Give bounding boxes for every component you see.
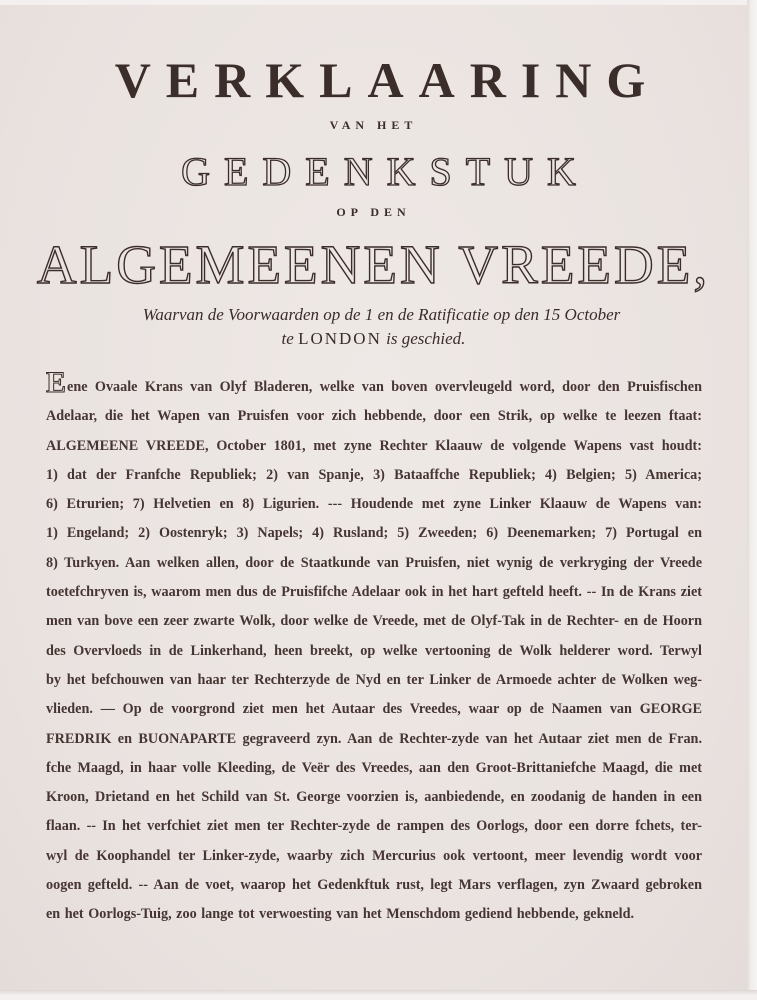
- document-sheet: [0, 5, 747, 990]
- drop-cap: E: [46, 366, 67, 399]
- body-line-10: des Overvloeds in de Linkerhand, heen breekt, op welke vertooning de Wolk helderer word. Terwyl: [46, 642, 702, 659]
- title-gedenkstuk: GEDENKSTUK: [181, 149, 590, 194]
- body-line-6: 1) Engeland; 2) Oostenryk; 3) Napels; 4) Rusland; 5) Zweeden; 6) Deenemarken; 7) Portugal en: [46, 525, 702, 542]
- body-line-14: fche Maagd, in haar volle Kleeding, de Veër des Vreedes, aan den Groot-Brittaniefche Maagd, die met: [46, 759, 702, 776]
- title-van-het: VAN HET: [329, 118, 418, 132]
- body-line-9: men van bove een zeer zwarte Wolk, door welke de Vreede, met de Olyf-Tak in de Rechter- en de Hoorn: [46, 613, 702, 630]
- body-line-2: Adelaar, die het Wapen van Pruisfen voor zich hebbende, door een Strik, op welke te leezen ftaat:: [46, 408, 702, 425]
- subtitle-line-1: Waarvan de Voorwaarden op de 1 en de Ratificatie op den 15 October: [142, 305, 621, 324]
- subtitle-line-2: [0, 329, 747, 349]
- subtitle-te: te: [281, 329, 294, 348]
- body-line-7: 8) Turkyen. Aan welken allen, door de Staatkunde van Pruisfen, niet wynig de verkryging der Vreede: [46, 554, 702, 571]
- frame-right-edge: [747, 0, 757, 1000]
- frame-bottom-edge: [0, 990, 757, 1000]
- subtitle-is-geschied: is geschied.: [386, 329, 466, 348]
- body-text: [46, 366, 702, 930]
- body-line-18: oogen gefteld. -- Aan de voet, waarop het Gedenkftuk rust, legt Mars verflagen, zyn Zwaard gebroken: [46, 877, 702, 894]
- body-line-1-text: ene Ovaale Krans van Olyf Bladeren, welke van boven overvleugeld word, door den Pruisfischen: [67, 379, 702, 395]
- body-line-1: [46, 366, 702, 402]
- body-line-5: 6) Etrurien; 7) Helvetien en 8) Ligurien. --- Houdende met zyne Linker Klaauw de Wapens van:: [46, 496, 702, 513]
- body-line-11: by het befchouwen van haar ter Rechterzyde de Nyd en ter Linker de Armoede achter de Wolken weg-: [46, 671, 702, 688]
- body-line-19: en het Oorlogs-Tuig, zoo lange tot verwoesting van het Menschdom gediend hebbende, gekneld.: [46, 906, 635, 923]
- body-line-17: wyl de Koophandel ter Linker-zyde, waarby zich Mercurius ook vertoont, meer levendig wordt voor: [46, 847, 702, 864]
- body-line-15: Kroon, Drietand en het Schild van St. George voorzien is, aanbiedende, en zoodanig de handen in een: [46, 789, 702, 806]
- body-line-4: 1) dat der Franfche Republiek; 2) van Spanje, 3) Bataaffche Republiek; 4) Belgien; 5) America;: [46, 466, 702, 483]
- body-line-3: ALGEMEENE VREEDE, October 1801, met zyne Rechter Klaauw de volgende Wapens vast houdt:: [46, 437, 702, 454]
- title-algemeenen-vreede: ALGEMEENEN VREEDE,: [36, 234, 711, 295]
- title-verklaaring: VERKLAARING: [114, 52, 661, 108]
- body-line-16: flaan. -- In het verfchiet ziet men ter Rechter-zyde de rampen des Oorlogs, door een dorre fchets, ter-: [46, 818, 702, 835]
- body-line-13: FREDRIK en BUONAPARTE gegraveerd zyn. Aan de Rechter-zyde van het Autaar ziet men de Fran.: [46, 730, 702, 747]
- subtitle-london: LONDON: [298, 329, 382, 348]
- title-op-den: OP DEN: [336, 205, 411, 219]
- body-line-8: toetefchryven is, waarom men dus de Pruisfifche Adelaar ook in het hart gefteld heeft. -- In de Krans ziet: [46, 584, 702, 601]
- body-line-12: vlieden. — Op de voorgrond ziet men het Autaar des Vreedes, waar op de Naamen van GEORGE: [46, 701, 702, 718]
